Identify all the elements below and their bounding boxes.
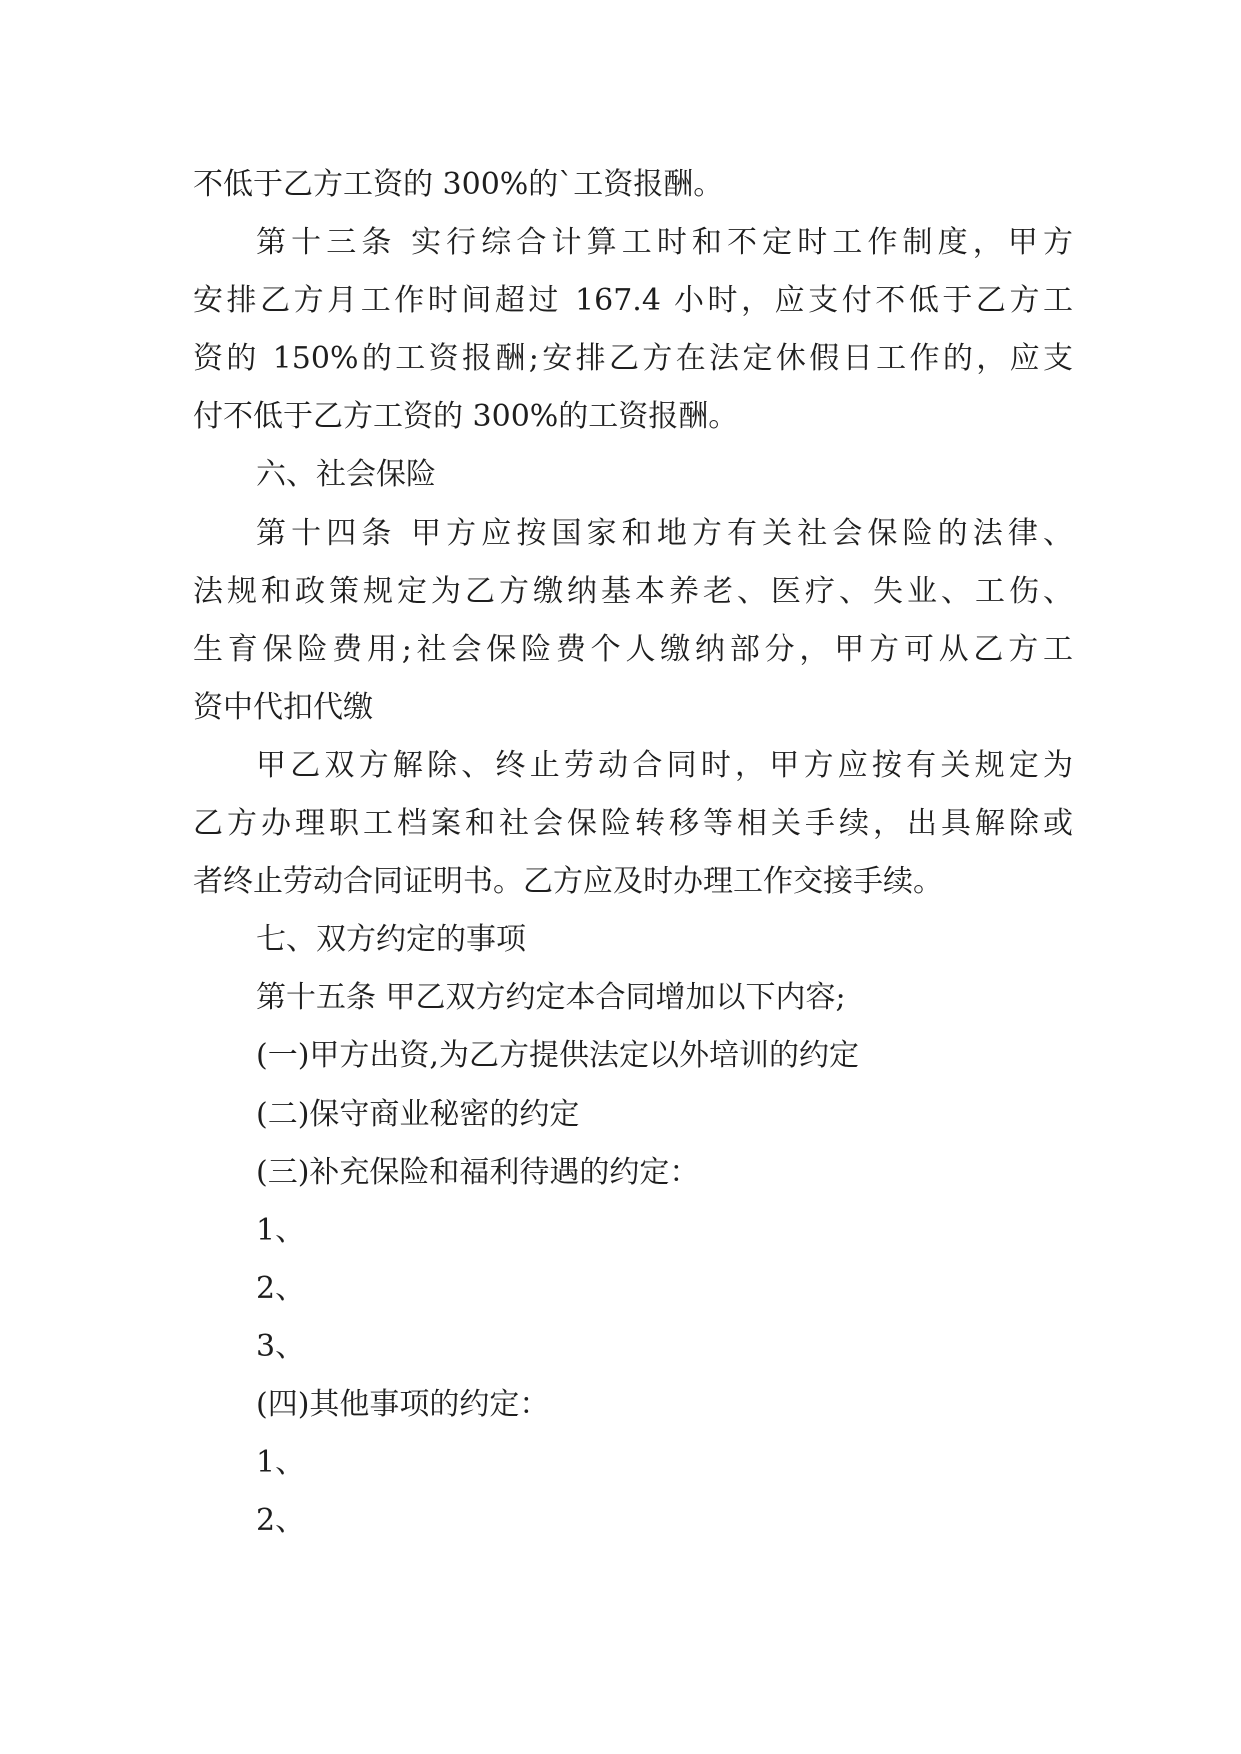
paragraph-line: 安排乙方月工作时间超过 167.4 小时，应支付不低于乙方工: [193, 283, 1073, 319]
blank-list-item: 1、: [256, 1212, 306, 1248]
blank-list-item: 2、: [256, 1270, 306, 1306]
blank-list-item: 2、: [256, 1503, 306, 1539]
paragraph-line: 第十五条 甲乙双方约定本合同增加以下内容;: [256, 980, 846, 1016]
paragraph-line: 付不低于乙方工资的 300%的工资报酬。: [193, 399, 739, 435]
paragraph-line: 资中代扣代缴: [193, 689, 373, 725]
list-item: (一)甲方出资,为乙方提供法定以外培训的约定: [256, 1038, 859, 1074]
document-body: [193, 156, 1073, 1550]
paragraph-line: 法规和政策规定为乙方缴纳基本养老、医疗、失业、工伤、: [193, 573, 1073, 609]
section-heading: 六、社会保险: [256, 457, 436, 493]
paragraph-line: 甲乙双方解除、终止劳动合同时，甲方应按有关规定为: [256, 747, 1073, 783]
paragraph-line: 乙方办理职工档案和社会保险转移等相关手续，出具解除或: [193, 806, 1073, 842]
paragraph-line: 资的 150%的工资报酬;安排乙方在法定休假日工作的，应支: [193, 341, 1073, 377]
paragraph-line: 者终止劳动合同证明书。乙方应及时办理工作交接手续。: [193, 864, 943, 900]
paragraph-line: 不低于乙方工资的 300%的`工资报酬。: [193, 167, 724, 202]
blank-list-item: 3、: [256, 1328, 306, 1364]
list-item: (二)保守商业秘密的约定: [256, 1096, 580, 1132]
list-item: (三)补充保险和福利待遇的约定：: [256, 1154, 700, 1190]
list-item: (四)其他事项的约定：: [256, 1386, 550, 1422]
section-heading: 七、双方约定的事项: [256, 922, 526, 958]
paragraph-line: 生育保险费用;社会保险费个人缴纳部分，甲方可从乙方工: [193, 631, 1073, 667]
blank-list-item: 1、: [256, 1445, 306, 1481]
paragraph-line: 第十三条 实行综合计算工时和不定时工作制度，甲方: [256, 225, 1073, 261]
paragraph-line: 第十四条 甲方应按国家和地方有关社会保险的法律、: [256, 515, 1073, 551]
